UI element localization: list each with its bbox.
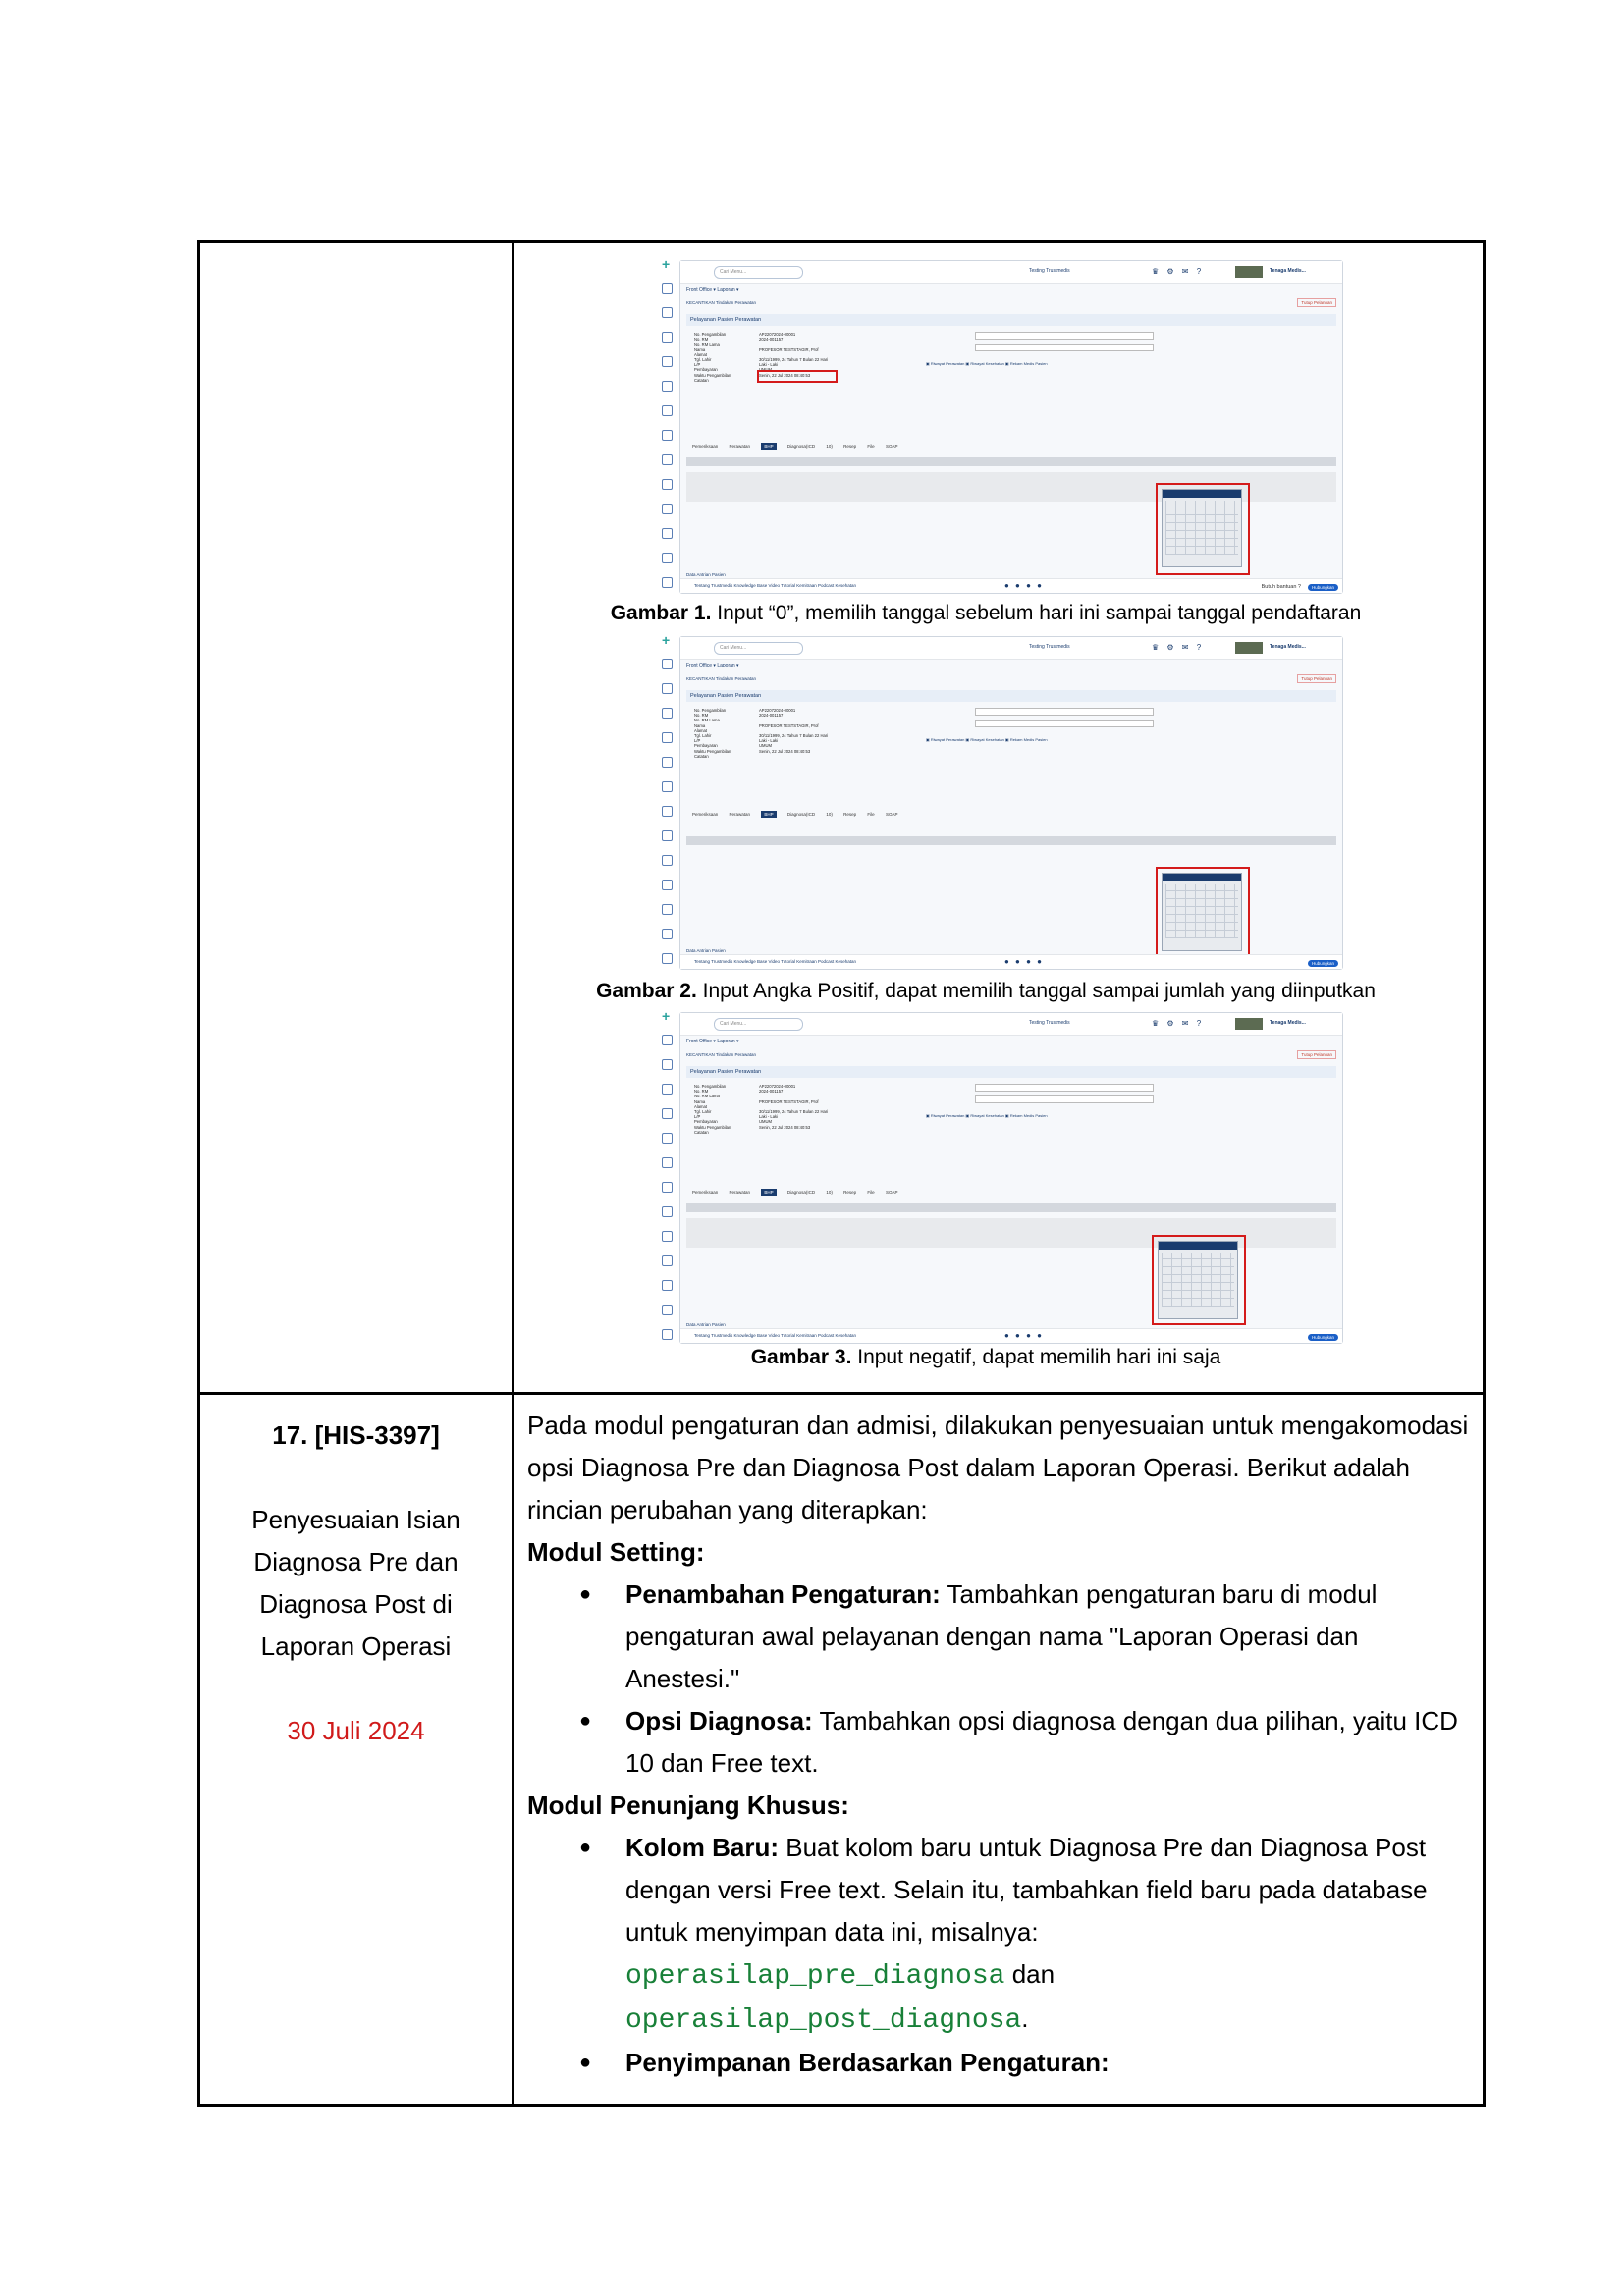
app-topbar [680, 261, 1342, 284]
user-name[interactable]: Tenaga Medis... [1270, 644, 1306, 650]
dokter-select[interactable] [975, 1084, 1154, 1092]
menu-bar[interactable]: Front Office ▾ Laporan ▾ [686, 663, 739, 668]
highlight-box [1156, 867, 1250, 957]
screenshot-1 [656, 260, 1343, 594]
highlight-box [1152, 1235, 1246, 1325]
history-buttons[interactable]: ▣ Riwayat Perawatan ▣ Riwayat Kesehatan ▣ Rekam Medis Pasien [926, 737, 1048, 742]
figure-caption-1: Gambar 1. Input “0”, memilih tanggal sebelum hari ini sampai tanggal pendaftaran [610, 602, 1362, 624]
setting-item: ● Penambahan Pengaturan: Tambahkan pengaturan baru di modul pengaturan awal pelayanan dengan nama "Laporan Operasi dan Anestesi." [527, 1574, 1471, 1700]
empty-left-cell [199, 242, 514, 1394]
toolbar-icons: ♛ ⚙ ✉ ? [1152, 1019, 1205, 1028]
ticket-code: 17. [HIS-3397] [272, 1420, 440, 1450]
highlight-box [757, 370, 838, 383]
tab-bar[interactable]: Pemeriksaan Perawatan BHP Diagnosa(ICD 10) Resep File SOAP [692, 812, 898, 817]
app-window [679, 1012, 1343, 1344]
section-title: Pelayanan Pasien Perawatan [686, 1066, 1336, 1078]
setting-item: ● Opsi Diagnosa: Tambahkan opsi diagnosa dengan dua pilihan, yaitu ICD 10 dan Free text. [527, 1700, 1471, 1785]
tab-bar[interactable]: Pemeriksaan Perawatan BHP Diagnosa(ICD 10) Resep File SOAP [692, 1190, 898, 1195]
help-text: Butuh bantuan ? [1261, 584, 1301, 590]
special-item: ● Penyimpanan Berdasarkan Pengaturan: [527, 2042, 1471, 2084]
connect-button[interactable]: Hubungkan [1308, 1334, 1338, 1341]
patient-info-values: AP22072024-00001 2024-001157 PROFESOR TESTSTAGIR, Prof 30/11/1999, 24 Tahun 7 Bulan 22 Hari Laki - Laki UMUM Senin, 22 Jul 2024 08:40:53 [759, 1084, 829, 1130]
dokter-select[interactable] [975, 332, 1154, 340]
code-field-post: operasilap_post_diagnosa [625, 2005, 1022, 2036]
entry-meta [200, 1415, 512, 1752]
module-setting-heading: Modul Setting: [527, 1537, 705, 1567]
entry-meta-cell [199, 1394, 514, 2106]
menu-bar[interactable]: Front Office ▾ Laporan ▾ [686, 1039, 739, 1044]
section-title: Pelayanan Pasien Perawatan [686, 314, 1336, 326]
toolbar-icons: ♛ ⚙ ✉ ? [1152, 643, 1205, 652]
patient-info-labels: No. Pengambilan No. RM No. RM Lama Nama Alamat Tgl. Lahir L/P Pembayaran Waktu Pengambilan Catatan [694, 1084, 731, 1135]
menu-search-input[interactable]: Cari Menu... [714, 1018, 803, 1031]
menu-search-input[interactable]: Cari Menu... [714, 266, 803, 279]
breadcrumb: KECANTIKAN Tindakan Perawatan [686, 300, 757, 305]
figures-row [199, 242, 1485, 1394]
entry-intro: Pada modul pengaturan dan admisi, dilakukan penyesuaian untuk mengakomodasi opsi Diagnosa Pre dan Diagnosa Post dalam Laporan Operasi. Berikut adalah rincian perubahan yang diterapkan: [527, 1411, 1469, 1524]
app-topbar [680, 1013, 1342, 1036]
module-special-heading: Modul Penunjang Khusus: [527, 1790, 849, 1820]
grid-header [686, 457, 1336, 466]
grid-header [686, 836, 1336, 845]
tab-bar[interactable]: Pemeriksaan Perawatan BHP Diagnosa(ICD 10) Resep File SOAP [692, 444, 898, 449]
user-avatar [1235, 642, 1263, 654]
app-topbar [680, 637, 1342, 660]
user-name[interactable]: Tenaga Medis... [1270, 1020, 1306, 1026]
breadcrumb: KECANTIKAN Tindakan Perawatan [686, 676, 757, 681]
side-rail: + [656, 260, 677, 594]
patient-info-values: AP22072024-00001 2024-001157 PROFESOR TESTSTAGIR, Prof 30/11/1999, 24 Tahun 7 Bulan 22 Hari Laki - Laki UMUM Senin, 22 Jul 2024 08:40:53 [759, 708, 829, 754]
kondisi-select[interactable] [975, 1095, 1154, 1103]
figure-caption-3: Gambar 3. Input negatif, dapat memilih hari ini saja [750, 1346, 1221, 1368]
app-footer: Tentang Trustmedis Knowledge Base Video Tutorial Kemitraan Podcast Kesehatan ● ● ● ● [680, 1328, 1342, 1343]
close-service-button[interactable]: Tutup Pelannan [1297, 298, 1336, 307]
menu-search-input[interactable]: Cari Menu... [714, 642, 803, 655]
history-buttons[interactable]: ▣ Riwayat Perawatan ▣ Riwayat Kesehatan ▣ Rekam Medis Pasien [926, 1113, 1048, 1118]
figure-stack [514, 243, 1483, 1392]
kondisi-select[interactable] [975, 720, 1154, 727]
grid-header [686, 1203, 1336, 1212]
connect-button[interactable]: Hubungkan [1308, 584, 1338, 591]
screenshot-3 [656, 1012, 1343, 1344]
figure-caption-2: Gambar 2. Input Angka Positif, dapat memilih tanggal sampai jumlah yang diinputkan [596, 980, 1376, 1002]
close-service-button[interactable]: Tutup Pelannan [1297, 1050, 1336, 1059]
entry-title: Penyesuaian Isian Diagnosa Pre dan Diagnosa Post di Laporan Operasi [251, 1505, 460, 1661]
app-footer: Tentang Trustmedis Knowledge Base Video Tutorial Kemitraan Podcast Kesehatan ● ● ● ● [680, 578, 1342, 593]
entry-body-cell [514, 1394, 1485, 2106]
queue-label: Data Antrian Pasien [686, 572, 726, 577]
special-item: ● Kolom Baru: Buat kolom baru untuk Diagnosa Pre dan Diagnosa Post dengan versi Free text. Selain itu, tambahkan field baru pada database untuk menyimpan data ini, misalnya: operasilap_pre_diagnosa dan operasilap_post_diagnosa. [527, 1827, 1471, 2042]
app-window [679, 636, 1343, 970]
user-name[interactable]: Tenaga Medis... [1270, 268, 1306, 274]
history-buttons[interactable]: ▣ Riwayat Perawatan ▣ Riwayat Kesehatan ▣ Rekam Medis Pasien [926, 361, 1048, 366]
dokter-select[interactable] [975, 708, 1154, 716]
user-avatar [1235, 266, 1263, 278]
breadcrumb: KECANTIKAN Tindakan Perawatan [686, 1052, 757, 1057]
section-title: Pelayanan Pasien Perawatan [686, 690, 1336, 702]
figures-cell [514, 242, 1485, 1394]
highlight-box [1156, 483, 1250, 575]
patient-info-labels: No. Pengambilan No. RM No. RM Lama Nama Alamat Tgl. Lahir L/P Pembayaran Waktu Pengambilan Catatan [694, 332, 731, 383]
menu-bar[interactable]: Front Office ▾ Laporan ▾ [686, 287, 739, 293]
org-name: Testing Trustmedis [1029, 644, 1070, 650]
screenshot-2 [656, 636, 1343, 970]
toolbar-icons: ♛ ⚙ ✉ ? [1152, 267, 1205, 276]
org-name: Testing Trustmedis [1029, 1020, 1070, 1026]
connect-button[interactable]: Hubungkan [1308, 960, 1338, 967]
app-footer: Tentang Trustmedis Knowledge Base Video Tutorial Kemitraan Podcast Kesehatan ● ● ● ● [680, 954, 1342, 969]
changelog-table [197, 240, 1486, 2107]
user-avatar [1235, 1018, 1263, 1030]
app-window [679, 260, 1343, 594]
entry-date: 30 Juli 2024 [287, 1716, 425, 1745]
entry-body [514, 1395, 1483, 2084]
close-service-button[interactable]: Tutup Pelannan [1297, 674, 1336, 683]
code-field-pre: operasilap_pre_diagnosa [625, 1961, 1005, 1992]
side-rail: + [656, 1012, 677, 1344]
side-rail: + [656, 636, 677, 970]
queue-label: Data Antrian Pasien [686, 1322, 726, 1327]
entry-row [199, 1394, 1485, 2106]
kondisi-select[interactable] [975, 344, 1154, 351]
org-name: Testing Trustmedis [1029, 268, 1070, 274]
queue-label: Data Antrian Pasien [686, 948, 726, 953]
patient-info-values: AP22072024-00001 2024-001157 PROFESOR TESTSTAGIR, Prof 30/11/1999, 24 Tahun 7 Bulan 22 Hari Laki - Laki UMUM Senin, 22 Jul 2024 08:40:53 [759, 332, 829, 378]
patient-info-labels: No. Pengambilan No. RM No. RM Lama Nama Alamat Tgl. Lahir L/P Pembayaran Waktu Pengambilan Catatan [694, 708, 731, 759]
